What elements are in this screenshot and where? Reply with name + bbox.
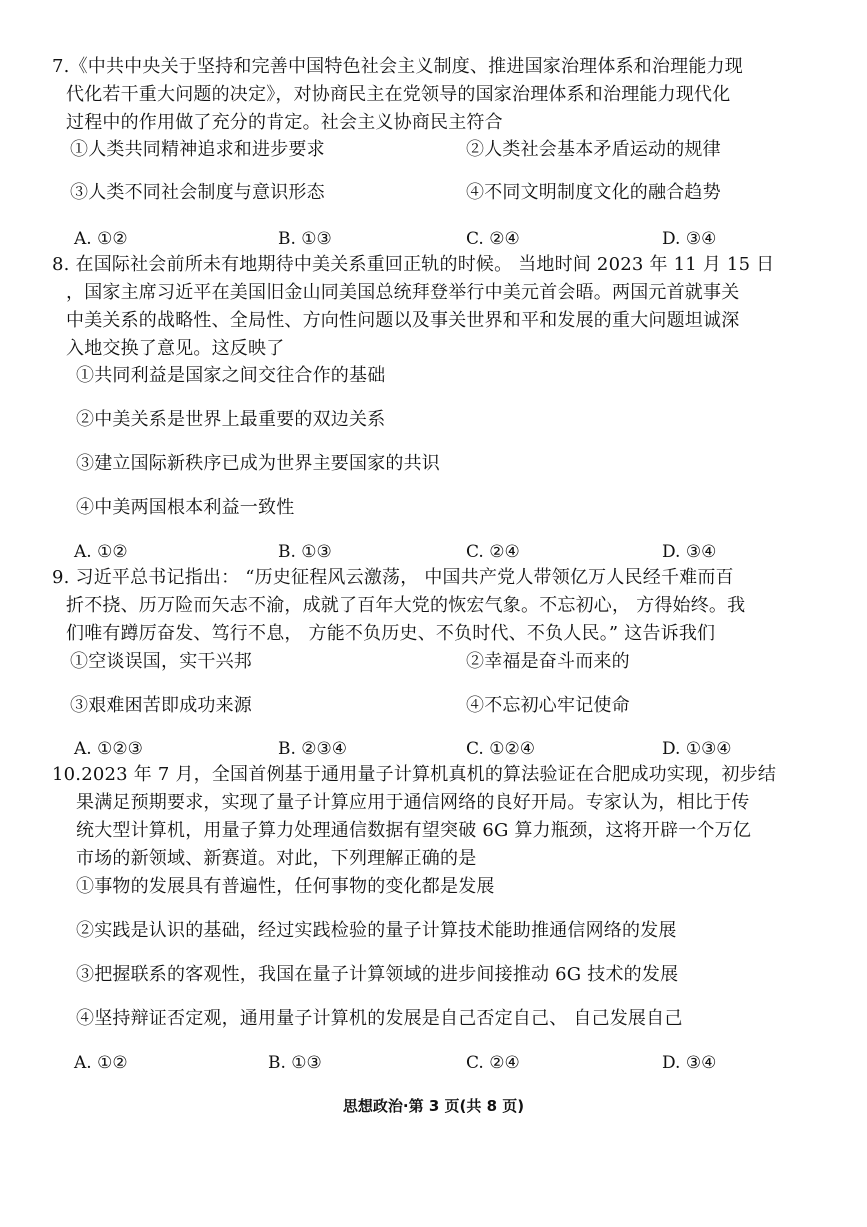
question-10-stem-line: 市场的新领域、新赛道。对此，下列理解正确的是 xyxy=(76,848,477,869)
question-8-choice-a[interactable]: A. ①② xyxy=(74,542,128,562)
question-9-choice-b[interactable]: B. ②③④ xyxy=(278,739,348,759)
question-8-item-1: ①共同利益是国家之间交往合作的基础 xyxy=(76,365,386,386)
question-10-stem-line: 统大型计算机，用量子算力处理通信数据有望突破 6G 算力瓶颈，这将开辟一个万亿 xyxy=(76,820,752,841)
question-8-stem-line: 入地交换了意见。这反映了 xyxy=(66,338,285,359)
question-7-choice-a[interactable]: A. ①② xyxy=(74,229,128,249)
question-9-stem-line: 折不挠、历万险而矢志不渝，成就了百年大党的恢宏气象。不忘初心， 方得始终。我 xyxy=(66,595,746,616)
question-9-stem-line: 们唯有蹲厉奋发、笃行不息， 方能不负历史、不负时代、不负人民。” 这告诉我们 xyxy=(66,623,716,644)
question-8-item-3: ③建立国际新秩序已成为世界主要国家的共识 xyxy=(76,453,440,474)
question-10-stem-line: 10.2023 年 7 月，全国首例基于通用量子计算机真机的算法验证在合肥成功实现，初步结 xyxy=(52,764,777,785)
question-7-item-2: ②人类社会基本矛盾运动的规律 xyxy=(466,139,721,160)
question-7-stem-line: 过程中的作用做了充分的肯定。社会主义协商民主符合 xyxy=(66,112,503,133)
question-10-choice-d[interactable]: D. ③④ xyxy=(662,1053,717,1073)
question-9-choice-d[interactable]: D. ①③④ xyxy=(662,739,732,759)
page-footer: 思想政治·第 3 页(共 8 页) xyxy=(342,1097,525,1115)
question-9-item-2: ②幸福是奋斗而来的 xyxy=(466,651,630,672)
question-8-item-2: ②中美关系是世界上最重要的双边关系 xyxy=(76,409,386,430)
question-7-item-4: ④不同文明制度文化的融合趋势 xyxy=(466,182,721,203)
question-7-stem-line: 代化若干重大问题的决定》，对协商民主在党领导的国家治理体系和治理能力现代化 xyxy=(66,84,731,105)
question-9-item-1: ①空谈误国，实干兴邦 xyxy=(70,651,252,672)
question-9-choice-c[interactable]: C. ①②④ xyxy=(466,739,535,759)
question-8-choice-d[interactable]: D. ③④ xyxy=(662,542,717,562)
question-10-item-1: ①事物的发展具有普遍性，任何事物的变化都是发展 xyxy=(76,876,495,897)
question-10-stem-line: 果满足预期要求，实现了量子计算应用于通信网络的良好开局。专家认为，相比于传 xyxy=(76,792,750,813)
question-10-choice-a[interactable]: A. ①② xyxy=(74,1053,128,1073)
question-9-item-4: ④不忘初心牢记使命 xyxy=(466,695,630,716)
question-8-stem-line: 中美关系的战略性、全局性、方向性问题以及事关世界和平和发展的重大问题坦诚深 xyxy=(66,310,740,331)
question-8-stem-line: ，国家主席习近平在美国旧金山同美国总统拜登举行中美元首会晤。两国元首就事关 xyxy=(66,282,740,303)
question-8-stem-line: 8. 在国际社会前所未有地期待中美关系重回正轨的时候。 当地时间 2023 年 11 月 15 日 xyxy=(52,254,775,275)
question-9-choice-a[interactable]: A. ①②③ xyxy=(74,739,143,759)
question-7-choice-d[interactable]: D. ③④ xyxy=(662,229,717,249)
question-10-item-4: ④坚持辩证否定观，通用量子计算机的发展是自己否定自己、 自己发展自己 xyxy=(76,1008,683,1029)
question-10-item-3: ③把握联系的客观性，我国在量子计算领域的进步间接推动 6G 技术的发展 xyxy=(76,964,679,985)
question-10-choice-c[interactable]: C. ②④ xyxy=(466,1053,520,1073)
question-8-item-4: ④中美两国根本利益一致性 xyxy=(76,497,295,518)
question-7-item-1: ①人类共同精神追求和进步要求 xyxy=(70,139,325,160)
question-8-choice-c[interactable]: C. ②④ xyxy=(466,542,520,562)
question-9-item-3: ③艰难困苦即成功来源 xyxy=(70,695,252,716)
question-7-choice-b[interactable]: B. ①③ xyxy=(278,229,332,249)
question-7-item-3: ③人类不同社会制度与意识形态 xyxy=(70,182,325,203)
question-7-stem-line: 7.《中共中央关于坚持和完善中国特色社会主义制度、推进国家治理体系和治理能力现 xyxy=(52,56,743,77)
question-8-choice-b[interactable]: B. ①③ xyxy=(278,542,332,562)
question-9-stem-line: 9. 习近平总书记指出： “历史征程风云激荡， 中国共产党人带领亿万人民经千难而百 xyxy=(52,567,734,588)
question-10-item-2: ②实践是认识的基础，经过实践检验的量子计算技术能助推通信网络的发展 xyxy=(76,920,677,941)
question-7-choice-c[interactable]: C. ②④ xyxy=(466,229,520,249)
question-10-choice-b[interactable]: B. ①③ xyxy=(268,1053,322,1073)
